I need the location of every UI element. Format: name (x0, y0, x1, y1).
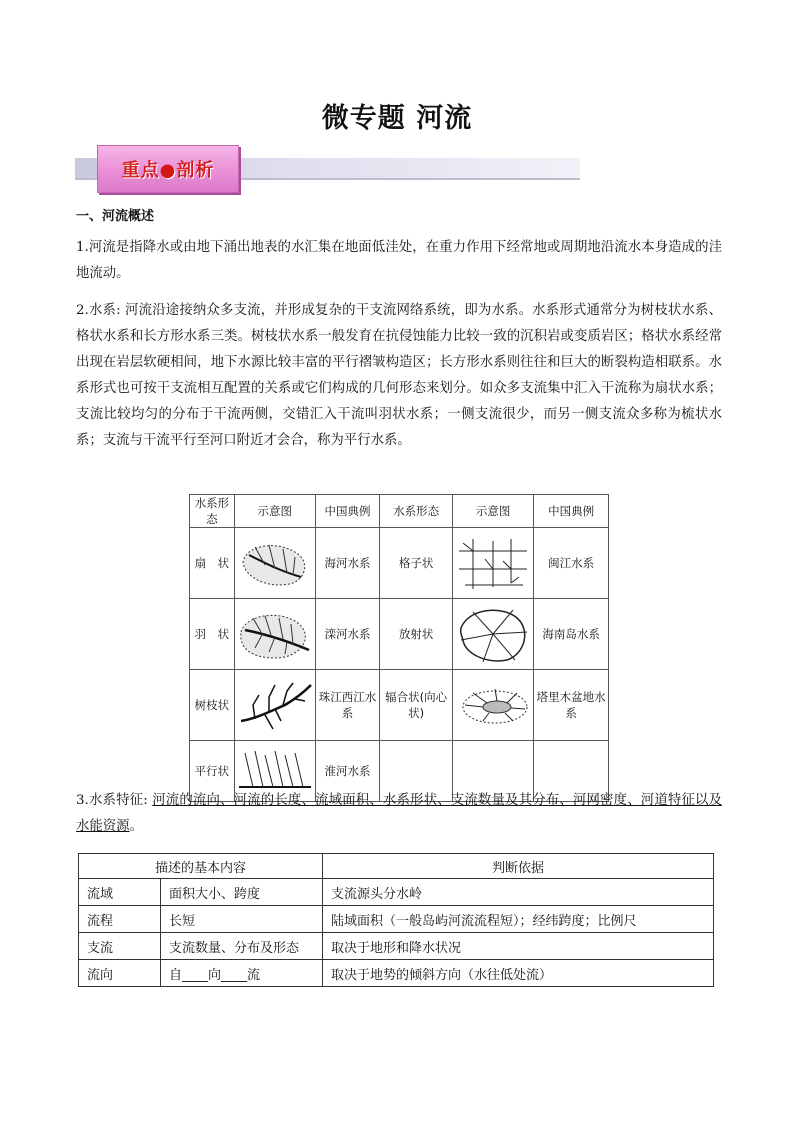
table-row (190, 599, 609, 670)
header-cell: 水系形态 (380, 495, 453, 528)
feature-basis: 陆域面积（一般岛屿河流流程短）；经纬跨度；比例尺 (323, 906, 714, 933)
example-name: 海南岛水系 (534, 599, 609, 670)
banner-badge (97, 145, 239, 193)
paragraph-3 (76, 788, 722, 840)
header-cell: 中国典例 (315, 495, 379, 528)
pattern-name: 树枝状 (190, 670, 235, 741)
pattern-name: 放射状 (380, 599, 453, 670)
dendritic-pattern-diagram (234, 670, 315, 741)
paragraph-3-prefix: 3.水系特征: (76, 793, 153, 808)
table-header-row (79, 854, 714, 879)
banner-text: 重点●剖析 (121, 160, 215, 181)
trellis-pattern-diagram (453, 528, 534, 599)
river-feature-table (78, 853, 714, 987)
header-cell: 描述的基本内容 (79, 854, 323, 879)
header-cell: 判断依据 (323, 854, 714, 879)
table-row (79, 906, 714, 933)
example-name: 滦河水系 (315, 599, 379, 670)
example-name: 淮河水系 (315, 741, 379, 802)
table-row (79, 960, 714, 987)
feature-content: 长短 (161, 906, 323, 933)
pattern-name: 辐合状(向心状) (380, 670, 453, 741)
drainage-pattern-table (189, 494, 609, 802)
page-title: 微专题 河流 (321, 103, 473, 134)
feature-content: 支流数量、分布及形态 (161, 933, 323, 960)
section-heading: 一、河流概述 (76, 209, 155, 224)
table-row (190, 670, 609, 741)
example-name: 海河水系 (315, 528, 379, 599)
feature-content: 自____向____流 (161, 960, 323, 987)
example-name: 闽江水系 (534, 528, 609, 599)
feature-basis: 取决于地势的倾斜方向（水往低处流） (323, 960, 714, 987)
feature-item: 支流 (79, 933, 161, 960)
feature-item: 流程 (79, 906, 161, 933)
paragraph-3-suffix: 。 (129, 819, 143, 834)
pattern-name: 扇 状 (190, 528, 235, 599)
example-name: 塔里木盆地水系 (534, 670, 609, 741)
paragraph-1: 1.河流是指降水或由地下涌出地表的水汇集在地面低洼处，在重力作用下经常地或周期地沿流水本身造成的洼地流动。 (76, 240, 722, 281)
radial-pattern-diagram (453, 599, 534, 670)
header-cell: 中国典例 (534, 495, 609, 528)
header-cell: 示意图 (453, 495, 534, 528)
feature-basis: 支流源头分水岭 (323, 879, 714, 906)
feature-content: 面积大小、跨度 (161, 879, 323, 906)
pattern-name: 平行状 (190, 741, 235, 802)
pattern-name: 羽 状 (190, 599, 235, 670)
paragraph-3-underlined: 河流的流向、河流的长度、流域面积、水系形状、支流数量及其分布、河网密度、河道特征以及水能资源 (76, 793, 723, 834)
header-cell: 示意图 (234, 495, 315, 528)
header-cell: 水系形态 (190, 495, 235, 528)
paragraph-2: 2.水系: 河流沿途接纳众多支流，并形成复杂的干支流网络系统，即为水系。水系形式通常分为树枝状水系、格状水系和长方形水系三类。树枝状水系一般发育在抗侵蚀能力比较一致的沉积岩或变质岩区；格状水系经常出现在岩层软硬相间，地下水源比较丰富的平行褶皱构造区；长方形水系则往往和巨大的断裂构造相联系。水系形式也可按干支流相互配置的关系或它们构成的几何形态来划分。如众多支流集中汇入干流称为扇状水系；支流比较均匀的分布于干流两侧，交错汇入干流叫羽状水系；一侧支流很少，而另一侧支流众多称为梳状水系；支流与干流平行至河口附近才会合，称为平行水系。 (76, 303, 722, 448)
example-name: 珠江西江水系 (315, 670, 379, 741)
table-row (79, 879, 714, 906)
feature-item: 流域 (79, 879, 161, 906)
table-row (190, 528, 609, 599)
centripetal-pattern-diagram (453, 670, 534, 741)
fan-pattern-diagram (234, 528, 315, 599)
table-header-row (190, 495, 609, 528)
feature-basis: 取决于地形和降水状况 (323, 933, 714, 960)
pattern-name: 格子状 (380, 528, 453, 599)
pinnate-pattern-diagram (234, 599, 315, 670)
feature-item: 流向 (79, 960, 161, 987)
table-row (79, 933, 714, 960)
